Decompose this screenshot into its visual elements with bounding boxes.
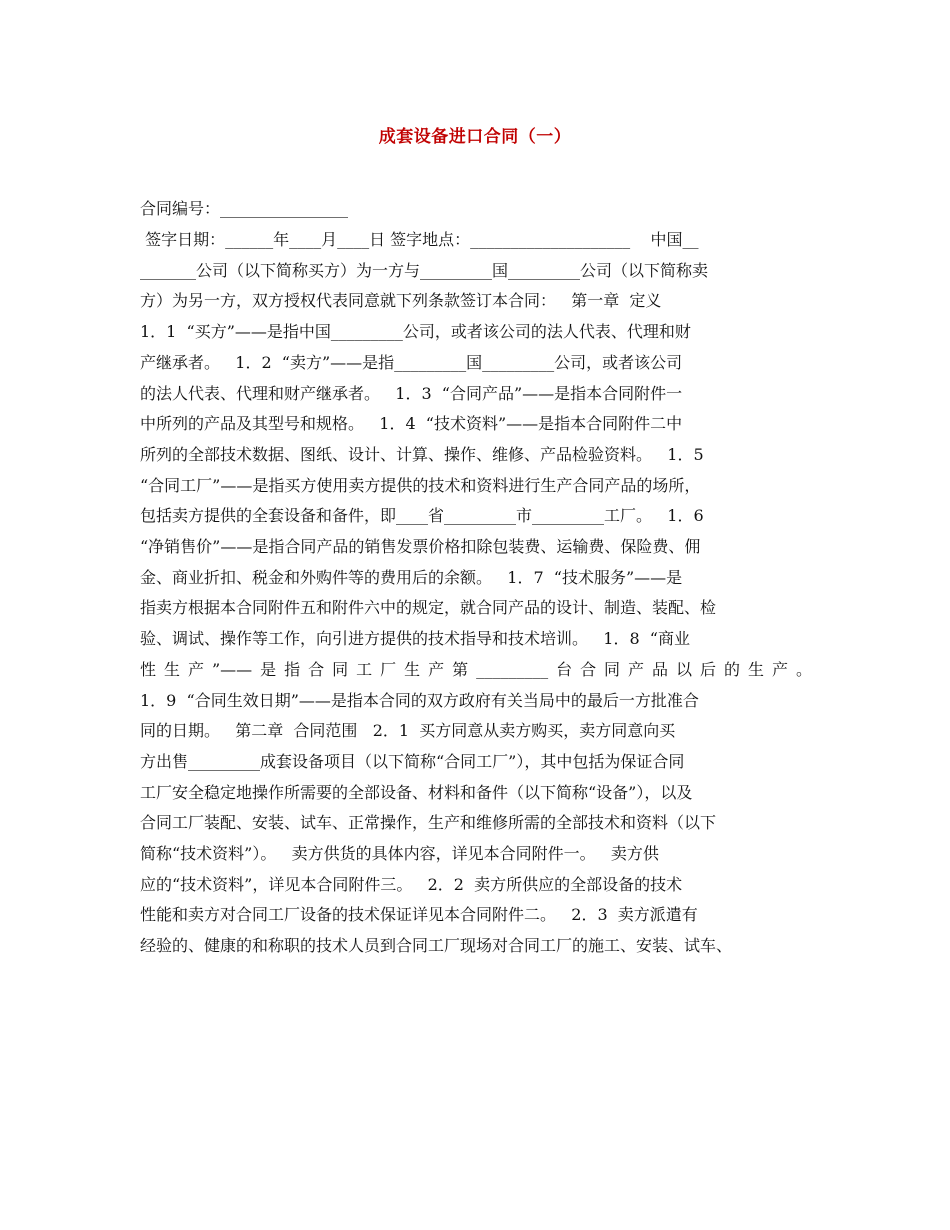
body-line: 金、商业折扣、税金和外购件等的费用后的余额。 1．7 “技术服务”——是 <box>140 568 683 587</box>
body-line: 包括卖方提供的全套设备和备件，即____省_________市_________工厂。 1．6 <box>140 506 704 525</box>
body-line: 所列的全部技术数据、图纸、设计、计算、操作、维修、产品检验资料。 1．5 <box>140 445 704 464</box>
body-line: 方出售_________成套设备项目（以下简称“合同工厂”），其中包括为保证合同 <box>140 752 685 771</box>
body-line: 签字日期：______年____月____日 签字地点：____________________ 中国__ <box>140 230 699 249</box>
body-line: 方）为另一方，双方授权代表同意就下列条款签订本合同： 第一章 定义 <box>140 291 662 310</box>
body-line: 同的日期。 第二章 合同范围 2．1 买方同意从卖方购买，卖方同意向买 <box>140 721 676 740</box>
body-line: 简称“技术资料”）。 卖方供货的具体内容，详见本合同附件一。 卖方供 <box>140 844 659 863</box>
document-title: 成套设备进口合同（一） <box>378 127 572 147</box>
body-line: _______公司（以下简称买方）为一方与_________国_________公司（以下简称卖 <box>140 261 709 280</box>
body-line: 1．1 “买方”——是指中国_________公司，或者该公司的法人代表、代理和财 <box>140 322 691 341</box>
body-line: “净销售价”——是指合同产品的销售发票价格扣除包装费、运输费、保险费、佣 <box>140 537 701 556</box>
contract-number-line: 合同编号：________________ <box>140 199 349 218</box>
body-line: 应的“技术资料”，详见本合同附件三。 2．2 卖方所供应的全部设备的技术 <box>140 875 683 894</box>
body-line: 指卖方根据本合同附件五和附件六中的规定，就合同产品的设计、制造、装配、检 <box>140 598 717 617</box>
body-line: 的法人代表、代理和财产继承者。 1．3 “合同产品”——是指本合同附件一 <box>140 384 683 403</box>
body-line: 工厂安全稳定地操作所需要的全部设备、材料和备件（以下简称“设备”），以及 <box>140 783 693 802</box>
body-line: 性生产”——是指合同工厂生产第_________台合同产品以后的生产。 <box>140 660 812 679</box>
body-line: 合同工厂装配、安装、试车、正常操作，生产和维修所需的全部技术和资料（以下 <box>140 813 717 832</box>
body-line: “合同工厂”——是指买方使用卖方提供的技术和资料进行生产合同产品的场所， <box>140 476 701 495</box>
body-line: 经验的、健康的和称职的技术人员到合同工厂现场对合同工厂的施工、安装、试车、 <box>140 936 733 955</box>
body-line: 验、调试、操作等工作，向引进方提供的技术指导和技术培训。 1．8 “商业 <box>140 629 690 648</box>
body-line: 性能和卖方对合同工厂设备的技术保证详见本合同附件二。 2．3 卖方派遣有 <box>140 905 698 924</box>
body-line: 1．9 “合同生效日期”——是指本合同的双方政府有关当局中的最后一方批准合 <box>140 691 699 710</box>
body-line: 中所列的产品及其型号和规格。 1．4 “技术资料”——是指本合同附件二中 <box>140 414 683 433</box>
body-line: 产继承者。 1．2 “卖方”——是指_________国_________公司，或者该公司 <box>140 353 683 372</box>
